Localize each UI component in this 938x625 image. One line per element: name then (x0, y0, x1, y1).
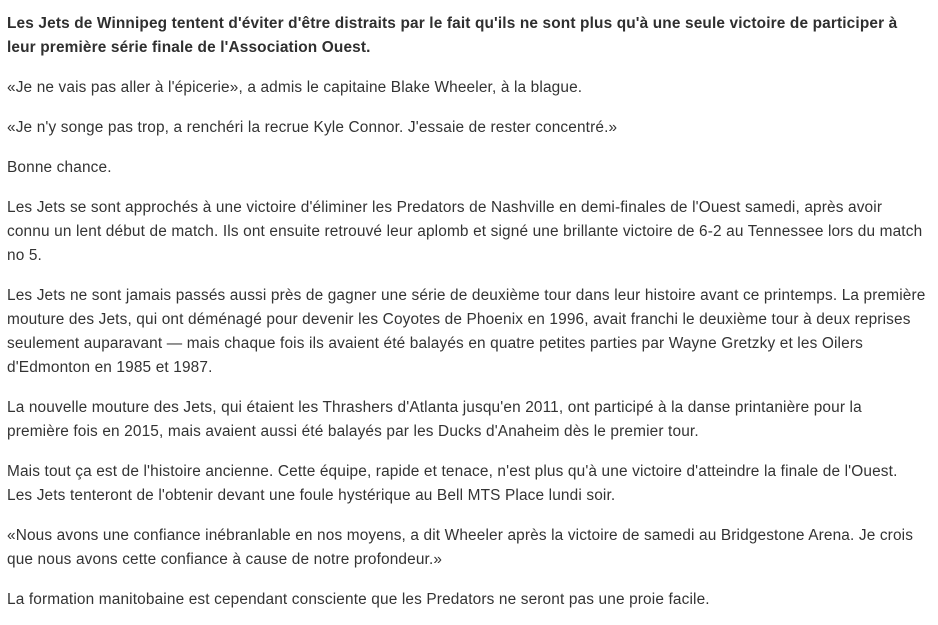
article-paragraph: La formation manitobaine est cependant consciente que les Predators ne seront pas une proie facile. (7, 591, 710, 608)
article-paragraph: Les Jets ne sont jamais passés aussi près de gagner une série de deuxième tour dans leur histoire avant ce printemps. La première mouture des Jets, qui ont déménagé pour devenir les Coyotes de Phoenix en 1996, avait franchi le deuxième tour à deux reprises seulement auparavant — mais chaque fois ils avaient été balayés en quatre petites parties par Wayne Gretzky et les Oilers d'Edmonton en 1985 et 1987. (7, 287, 926, 376)
article-paragraph: La nouvelle mouture des Jets, qui étaient les Thrashers d'Atlanta jusqu'en 2011, ont participé à la danse printanière pour la première fois en 2015, mais avaient aussi été balayés par les Ducks d'Anaheim dès le premier tour. (7, 399, 862, 440)
article-paragraph: «Je ne vais pas aller à l'épicerie», a admis le capitaine Blake Wheeler, à la blague. (7, 79, 583, 96)
article-paragraph: Bonne chance. (7, 159, 112, 176)
article-lead: Les Jets de Winnipeg tentent d'éviter d'être distraits par le fait qu'ils ne sont plus qu'à une seule victoire de participer à leur première série finale de l'Association Ouest. (7, 15, 898, 56)
article-paragraph: Mais tout ça est de l'histoire ancienne. Cette équipe, rapide et tenace, n'est plus qu'à une victoire d'atteindre la finale de l'Ouest. Les Jets tenteront de l'obtenir devant une foule hystérique au Bell MTS Place lundi soir. (7, 463, 898, 504)
article-paragraph: «Nous avons une confiance inébranlable en nos moyens, a dit Wheeler après la victoire de samedi au Bridgestone Arena. Je crois que nous avons cette confiance à cause de notre profondeur.» (7, 527, 914, 568)
article-paragraph: «Je n'y songe pas trop, a renchéri la recrue Kyle Connor. J'essaie de rester concentré.» (7, 119, 618, 136)
article-paragraph: Les Jets se sont approchés à une victoire d'éliminer les Predators de Nashville en demi-finales de l'Ouest samedi, après avoir connu un lent début de match. Ils ont ensuite retrouvé leur aplomb et signé une brillante victoire de 6-2 au Tennessee lors du match no 5. (7, 199, 923, 264)
